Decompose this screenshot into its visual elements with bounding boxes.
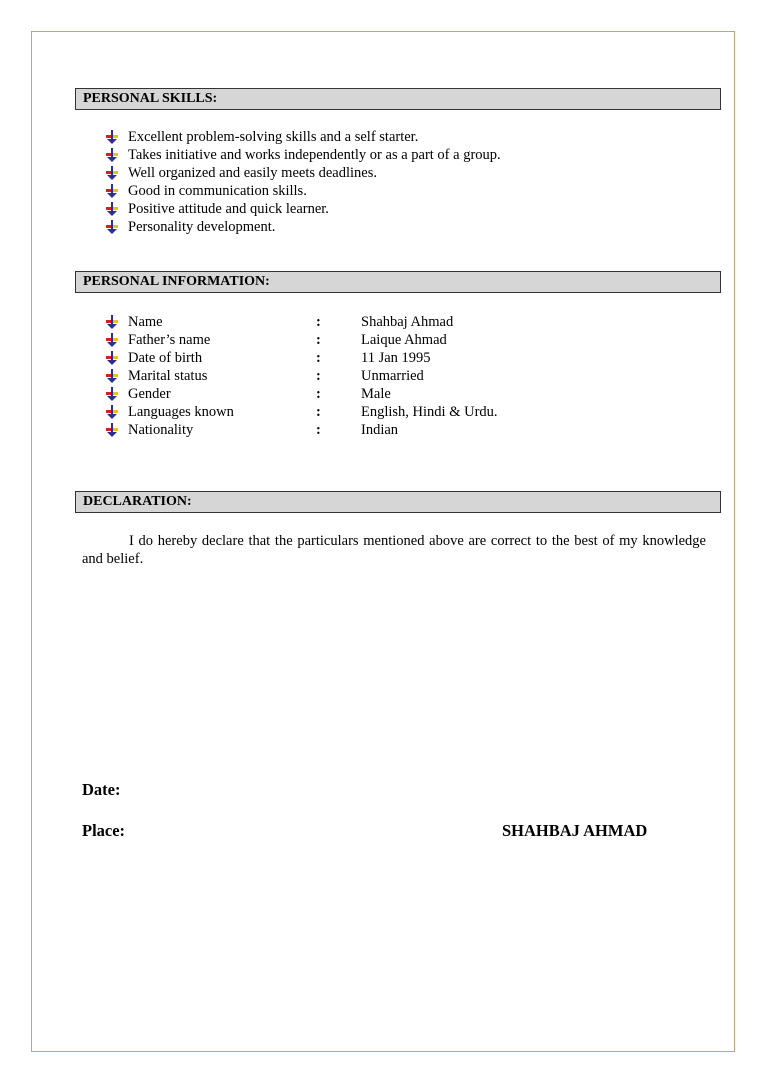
down-arrow-bullet-icon [104, 387, 120, 401]
info-separator: : [316, 422, 321, 438]
down-arrow-bullet-icon [104, 202, 120, 216]
info-separator: : [316, 404, 321, 420]
place-label: Place: [82, 821, 126, 840]
info-separator: : [316, 332, 321, 348]
declaration-heading: DECLARATION: [75, 491, 721, 513]
info-value: Male [361, 386, 391, 402]
skill-item [104, 200, 501, 218]
skill-item-text: Good in communication skills. [128, 183, 307, 199]
info-separator: : [316, 386, 321, 402]
personal-information-list [104, 313, 498, 439]
down-arrow-bullet-icon [104, 351, 120, 365]
skill-item [104, 164, 501, 182]
info-row [104, 331, 498, 349]
info-value: English, Hindi & Urdu. [361, 404, 498, 420]
down-arrow-bullet-icon [104, 184, 120, 198]
info-label: Marital status [128, 368, 208, 384]
skill-item [104, 146, 501, 164]
skill-item-text: Excellent problem-solving skills and a self starter. [128, 129, 419, 145]
skill-item-text: Positive attitude and quick learner. [128, 201, 329, 217]
down-arrow-bullet-icon [104, 405, 120, 419]
info-value: Unmarried [361, 368, 424, 384]
skill-item [104, 182, 501, 200]
info-value: Indian [361, 422, 399, 438]
personal-skills-list [104, 128, 501, 236]
info-label: Date of birth [128, 350, 203, 366]
info-value: Laique Ahmad [361, 332, 447, 348]
info-value: Shahbaj Ahmad [361, 314, 454, 330]
info-label: Father’s name [128, 332, 211, 348]
info-label: Name [128, 314, 163, 330]
info-label: Nationality [128, 422, 194, 438]
info-row [104, 385, 498, 403]
signatory-name: SHAHBAJ AHMAD [502, 821, 648, 840]
skill-item [104, 128, 501, 146]
down-arrow-bullet-icon [104, 333, 120, 347]
personal-information-heading: PERSONAL INFORMATION: [75, 271, 721, 293]
skill-item [104, 218, 501, 236]
info-separator: : [316, 368, 321, 384]
info-separator: : [316, 350, 321, 366]
info-separator: : [316, 314, 321, 330]
down-arrow-bullet-icon [104, 166, 120, 180]
info-label: Gender [128, 386, 171, 402]
date-label: Date: [82, 780, 121, 799]
declaration-text: I do hereby declare that the particulars mentioned above are correct to the best of my knowledge and belief. [82, 533, 706, 567]
info-row [104, 313, 498, 331]
info-value: 11 Jan 1995 [361, 350, 431, 366]
info-row [104, 349, 498, 367]
down-arrow-bullet-icon [104, 130, 120, 144]
info-row [104, 403, 498, 421]
down-arrow-bullet-icon [104, 369, 120, 383]
info-row [104, 367, 498, 385]
skill-item-text: Personality development. [128, 219, 276, 235]
skill-item-text: Well organized and easily meets deadlines. [128, 165, 378, 181]
info-label: Languages known [128, 404, 234, 420]
down-arrow-bullet-icon [104, 220, 120, 234]
personal-skills-heading: PERSONAL SKILLS: [75, 88, 721, 110]
down-arrow-bullet-icon [104, 315, 120, 329]
down-arrow-bullet-icon [104, 423, 120, 437]
down-arrow-bullet-icon [104, 148, 120, 162]
info-row [104, 421, 498, 439]
skill-item-text: Takes initiative and works independently or as a part of a group. [128, 147, 501, 163]
